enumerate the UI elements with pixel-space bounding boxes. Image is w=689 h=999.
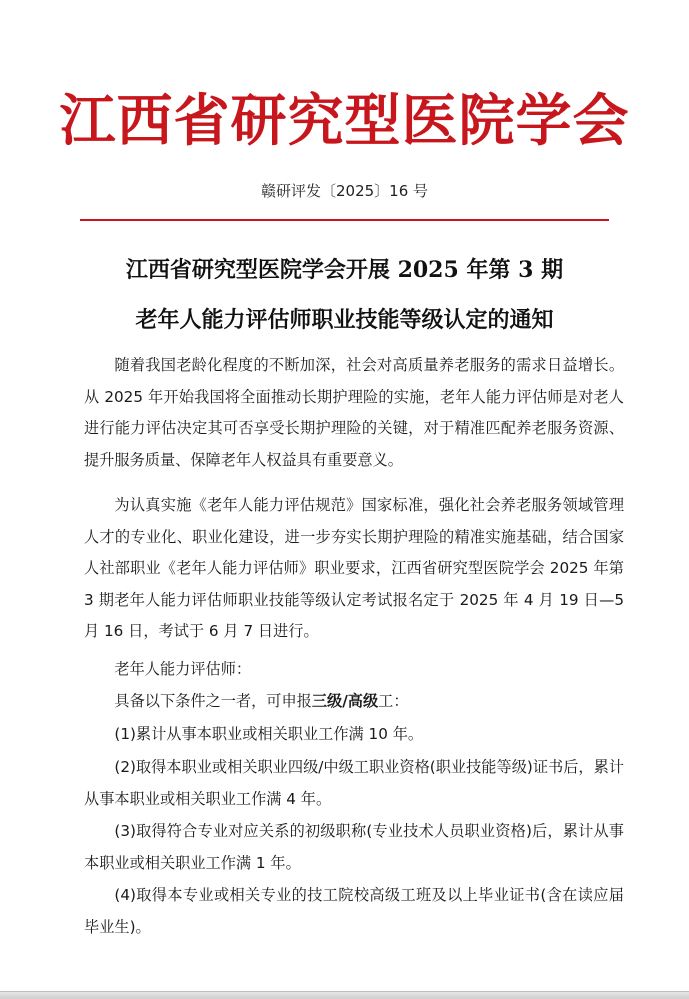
notice-title-line-2: 老年人能力评估师职业技能等级认定的通知 xyxy=(135,307,554,333)
document-number: 赣研评发〔2025〕16 号 xyxy=(260,182,429,200)
condition-item-3: (3)取得符合专业对应关系的初级职称(专业技术人员职业资格)后，累计从事本职业或相关职业工作满 1 年。 xyxy=(84,822,624,872)
red-divider-rule xyxy=(80,219,609,221)
viewer-bottom-scrollbar[interactable] xyxy=(0,991,689,999)
condition-item-1: (1)累计从事本职业或相关职业工作满 10 年。 xyxy=(114,725,424,743)
conditions-prefix: 具备以下条件之一者，可申报 xyxy=(114,692,312,710)
conditions-intro xyxy=(84,686,624,718)
notice-title-line-1: 江西省研究型医院学会开展 2025 年第 3 期 xyxy=(125,257,564,283)
body-paragraph-1: 随着我国老龄化程度的不断加深，社会对高质量养老服务的需求日益增长。从 2025 年开始我国将全面推动长期护理险的实施，老年人能力评估师是对老人进行能力评估决定其可否享受长期护理险的关键，对于精准匹配养老服务资源、提升服务质量、保障老年人权益具有重要意义。 xyxy=(84,356,624,469)
section-label: 老年人能力评估师： xyxy=(114,660,252,678)
body-paragraph-2: 为认真实施《老年人能力评估规范》国家标准，强化社会养老服务领域管理人才的专业化、职业化建设，进一步夯实长期护理险的精准实施基础，结合国家人社部职业《老年人能力评估师》职业要求，江西省研究型医院学会 2025 年第 3 期老年人能力评估师职业技能等级认定考试报名定于 2025 年 4 月 19 日—5 月 16 日，考试于 6 月 7 日进行。 xyxy=(84,496,624,640)
condition-item-2: (2)取得本职业或相关职业四级/中级工职业资格(职业技能等级)证书后，累计从事本职业或相关职业工作满 4 年。 xyxy=(84,758,624,808)
conditions-level: 三级/高级 xyxy=(311,692,379,710)
condition-item-4: (4)取得本专业或相关专业的技工院校高级工班及以上毕业证书(含在读应届毕业生)。 xyxy=(84,886,624,936)
conditions-suffix: 工： xyxy=(378,692,409,710)
organization-title: 江西省研究型医院学会 xyxy=(59,88,630,154)
